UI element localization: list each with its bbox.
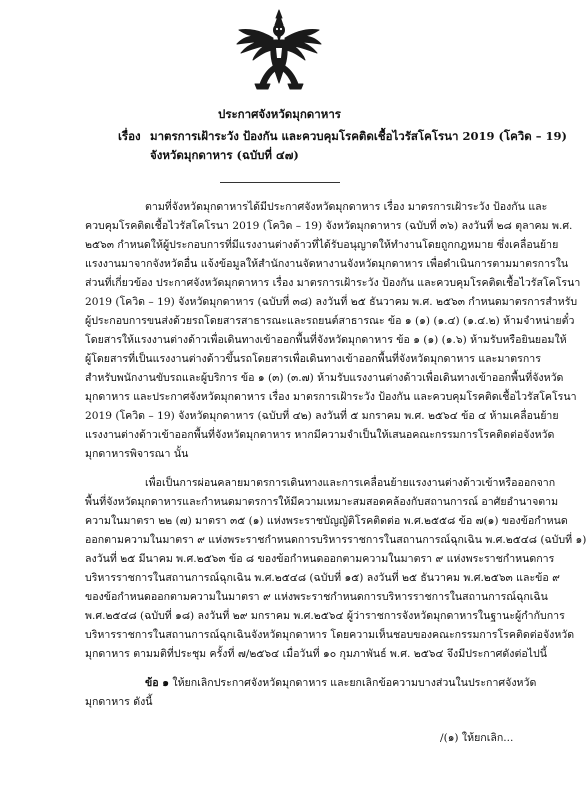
subject-title: มาตรการเฝ้าระวัง ป้องกัน และควบคุมโรคติดเชื้อไวรัสโคโรนา 2019 (โควิด – 19) [150,129,567,143]
subject-label: เรื่อง [118,129,141,143]
subject-line-1 [118,128,567,146]
clause-1-line-2: มุกดาหาร ดังนี้ [85,696,153,708]
paragraph-2-line: ออกตามความในมาตรา ๙ แห่งพระราชกำหนดการบริหารราชการในสถานการณ์ฉุกเฉิน พ.ศ.๒๕๔๘ (ฉบับที่ ๑) [85,534,586,546]
clause-1-label: ข้อ ๑ [145,677,170,689]
paragraph-2-line: เพื่อเป็นการผ่อนคลายมาตรการเดินทางและการเคลื่อนย้ายแรงงานต่างด้าวเข้าหรือออกจาก [145,477,556,489]
paragraph-2-line: ลงวันที่ ๒๕ มีนาคม พ.ศ.๒๕๖๓ ข้อ ๘ ของข้อกำหนดออกตามความในมาตรา ๙ แห่งพระราชกำหนดการ [85,553,555,565]
paragraph-1-line: แรงงานมาจากจังหวัดอื่น แจ้งข้อมูลให้สำนักงานจัดหางานจังหวัดมุกดาหาร เพื่อดำเนินการตามมาตรการใน [85,258,569,270]
paragraph-1-line: แรงงานต่างด้าวเข้าออกพื้นที่จังหวัดมุกดาหาร หากมีความจำเป็นให้เสนอคณะกรรมการโรคติดต่อจังหวัด [85,429,555,441]
paragraph-1-line: สำหรับพนักงานขับรถและผู้บริการ ข้อ ๑ (๓) (๓.๗) ห้ามรับแรงงานต่างด้าวเพื่อเดินทางเข้าออกพื้นที่จังหวัด [85,372,564,384]
clause-1-line-1 [145,676,537,690]
garuda-emblem-icon [233,8,325,94]
clause-1-text: ให้ยกเลิกประกาศจังหวัดมุกดาหาร และยกเลิกข้อความบางส่วนในประกาศจังหวัด [172,677,537,689]
subject-line-2: จังหวัดมุกดาหาร (ฉบับที่ ๔๗) [150,148,299,162]
paragraph-1-line: มุกดาหาร และประกาศจังหวัดมุกดาหาร เรื่อง มาตรการเฝ้าระวัง ป้องกัน และควบคุมโรคติดเชื้อไวรัสโคโรนา [85,391,577,403]
heading-divider [220,182,340,183]
paragraph-2-line: บริหารราชการในสถานการณ์ฉุกเฉิน พ.ศ.๒๕๔๘ (ฉบับที่ ๑๕) ลงวันที่ ๒๕ ธันวาคม พ.ศ.๒๕๖๓ และข้อ ๙ [85,572,560,584]
continuation-note: /(๑) ให้ยกเลิก... [440,732,514,744]
paragraph-1-line: ผู้โดยสารที่เป็นแรงงานต่างด้าวขึ้นรถโดยสารเพื่อเดินทางเข้าออกพื้นที่จังหวัดมุกดาหาร และมาตรการ [85,353,541,365]
paragraph-1-line: ๒๕๖๓ กำหนดให้ผู้ประกอบการที่มีแรงงานต่างด้าวที่ได้รับอนุญาตให้ทำงานโดยถูกกฎหมาย ซึ่งเคลื่อนย้าย [85,239,559,251]
paragraph-1-line: โดยสารให้แรงงานต่างด้าวเพื่อเดินทางเข้าออกพื้นที่จังหวัดมุกดาหาร ข้อ ๑ (๑) (๑.๖) ห้ามรับหรือยินยอมให้ [85,334,567,346]
paragraph-2-line: มุกดาหาร ตามมติที่ประชุม ครั้งที่ ๗/๒๕๖๔ เมื่อวันที่ ๑๐ กุมภาพันธ์ พ.ศ. ๒๕๖๔ จึงมีประกาศดังต่อไปนี้ [85,648,547,660]
paragraph-1-line: ควบคุมโรคติดเชื้อไวรัสโคโรนา 2019 (โควิด – 19) จังหวัดมุกดาหาร (ฉบับที่ ๓๖) ลงวันที่ ๒๘ ตุลาคม พ.ศ. [85,220,573,232]
paragraph-2-line: ของข้อกำหนดออกตามความในมาตรา ๙ แห่งพระราชกำหนดการบริหารราชการในสถานการณ์ฉุกเฉิน [85,591,548,603]
paragraph-1-line: ตามที่จังหวัดมุกดาหารได้มีประกาศจังหวัดมุกดาหาร เรื่อง มาตรการเฝ้าระวัง ป้องกัน และ [145,201,548,213]
paragraph-1-line: มุกดาหารพิจารณา นั้น [85,448,189,460]
paragraph-1-line: 2019 (โควิด – 19) จังหวัดมุกดาหาร (ฉบับที่ ๓๘) ลงวันที่ ๒๕ ธันวาคม พ.ศ. ๒๕๖๓ กำหนดมาตรการสำหรับ [85,296,578,308]
document-heading: ประกาศจังหวัดมุกดาหาร [218,107,341,121]
paragraph-2-line: บริหารราชการในสถานการณ์ฉุกเฉินจังหวัดมุกดาหาร โดยความเห็นชอบของคณะกรรมการโรคติดต่อจังหวัด [85,629,575,641]
paragraph-1-line: ส่วนที่เกี่ยวข้อง ประกาศจังหวัดมุกดาหาร เรื่อง มาตรการเฝ้าระวัง ป้องกัน และควบคุมโรคติดเชื้อไวรัสโคโรนา [85,277,581,289]
paragraph-2-line: พ.ศ.๒๕๔๘ (ฉบับที่ ๑๘) ลงวันที่ ๒๙ มกราคม พ.ศ.๒๕๖๔ ผู้ว่าราชการจังหวัดมุกดาหารในฐานะผู้กำกับการ [85,610,565,622]
paragraph-1-line: 2019 (โควิด – 19) จังหวัดมุกดาหาร (ฉบับที่ ๔๒) ลงวันที่ ๕ มกราคม พ.ศ. ๒๕๖๔ ข้อ ๔ ห้ามเคลื่อนย้าย [85,410,559,422]
paragraph-2-line: ความในมาตรา ๒๒ (๗) มาตรา ๓๕ (๑) แห่งพระราชบัญญัติโรคติดต่อ พ.ศ.๒๕๕๘ ข้อ ๗(๑) ของข้อกำหนด [85,515,568,527]
paragraph-2-line: พื้นที่จังหวัดมุกดาหารและกำหนดมาตรการให้มีความเหมาะสมสอดคล้องกับสถานการณ์ อาศัยอำนาจตาม [85,496,559,508]
paragraph-1-line: ผู้ประกอบการขนส่งด้วยรถโดยสารสาธารณะและรถยนต์สาธารณะ ข้อ ๑ (๑) (๑.๔) (๑.๔.๒) ห้ามจำหน่ายตั๋ว [85,315,575,327]
